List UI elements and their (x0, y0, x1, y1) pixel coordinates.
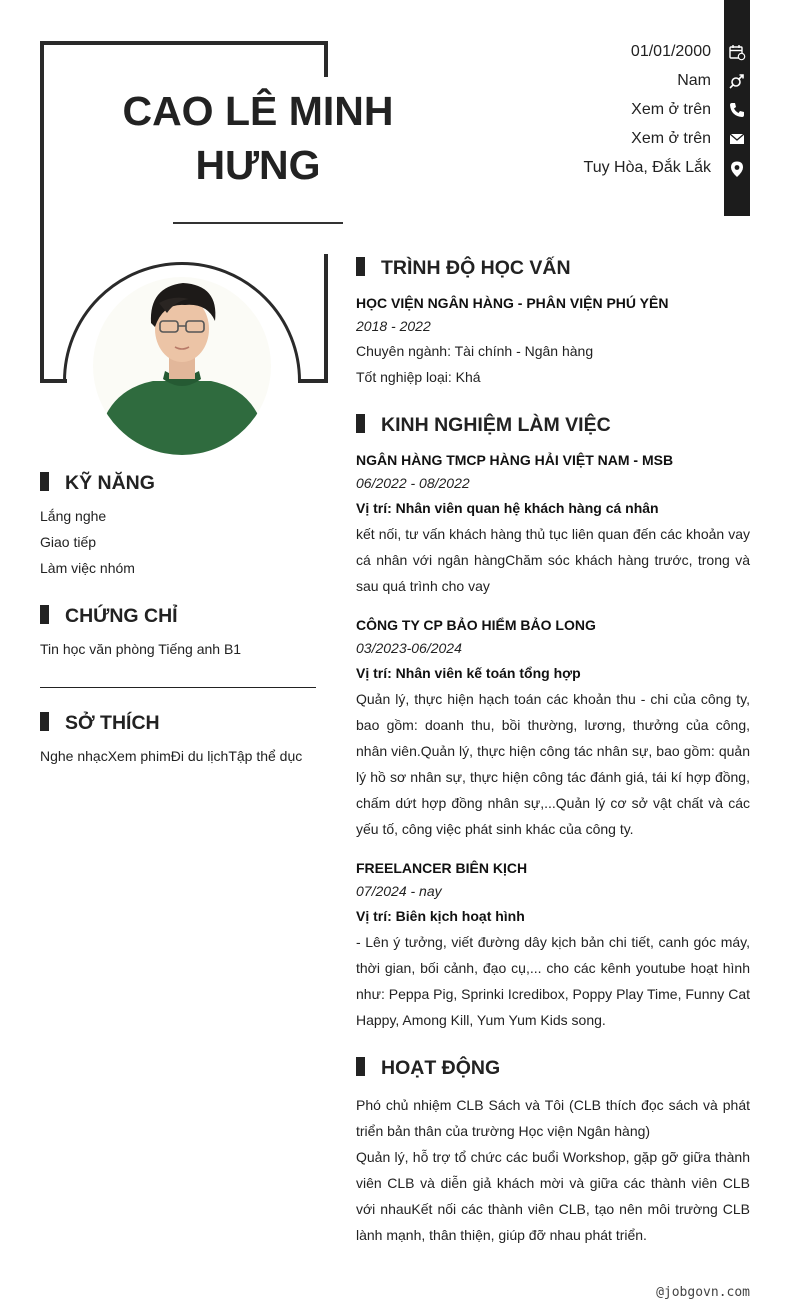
certificates-title: CHỨNG CHỈ (65, 605, 178, 627)
header-frame-right-bottom (324, 254, 328, 383)
job-description: - Lên ý tưởng, viết đường dây kịch bản chi tiết, canh góc máy, thời gian, bối cảnh, đạo cụ,... cho các kênh youtube hoạt hình như: Peppa Pig, Sprinki Icredibox, Poppy Play Time, Funny Cat Happy, Among Kill, Yum Yum Kids song. (356, 934, 750, 1028)
job-period: 07/2024 - nay (356, 883, 442, 899)
contact-dob: 01/01/2000 (630, 43, 711, 60)
phone-icon (728, 101, 746, 119)
heading-marker (356, 1057, 365, 1076)
header-frame-bottom-right (298, 379, 328, 383)
skill-item: Giao tiếp (40, 534, 97, 550)
activities-text-1: Phó chủ nhiệm CLB Sách và Tôi (CLB thích đọc sách và phát triển bản thân của trường Học viện Ngân hàng) (356, 1097, 750, 1139)
hobbies-heading (40, 712, 160, 735)
contact-address: Tuy Hòa, Đắk Lắk (583, 159, 711, 176)
divider (40, 687, 316, 688)
header-frame-bottom-left (40, 379, 67, 383)
skills-title: KỸ NĂNG (65, 472, 155, 494)
gender-icon (728, 72, 746, 90)
job-company: NGÂN HÀNG TMCP HÀNG HẢI VIỆT NAM - MSB (356, 452, 674, 468)
education-heading (356, 257, 571, 280)
heading-marker (356, 414, 365, 433)
certificates-text: Tin học văn phòng Tiếng anh B1 (40, 641, 242, 657)
job-position: Vị trí: Nhân viên kế toán tổng hợp (356, 665, 581, 681)
heading-marker (356, 257, 365, 276)
education-grade: Tốt nghiệp loại: Khá (356, 369, 481, 385)
location-icon (728, 160, 746, 178)
name-line-1: CAO LÊ MINH (122, 88, 394, 134)
name-underline (173, 222, 343, 224)
experience-heading (356, 414, 611, 437)
calendar-icon (728, 43, 746, 61)
avatar (93, 277, 271, 455)
contact-email: Xem ở trên (631, 130, 711, 147)
skill-item: Làm việc nhóm (40, 560, 135, 576)
skills-heading (40, 472, 155, 495)
header-frame-left (40, 41, 44, 383)
hobbies-text: Nghe nhạcXem phimĐi du lịchTập thể dục (40, 748, 303, 764)
job-description: kết nối, tư vấn khách hàng thủ tục liên quan đến các khoản vay cá nhân với ngân hàngChăm sóc khách hàng trước, trong và sau quá trình cho vay (356, 526, 750, 594)
activities-text-2: Quản lý, hỗ trợ tổ chức các buổi Workshop, gặp gỡ giữa thành viên CLB và diễn giả khách mời và giữa các thành viên CLB với nhauKết nối các thành viên CLB, tạo nên môi trường CLB lành mạnh, thân thiện, giúp đỡ nhau phát triển. (356, 1149, 750, 1243)
job-period: 06/2022 - 08/2022 (356, 475, 470, 491)
avatar-portrait (93, 277, 271, 455)
footer-watermark[interactable]: @jobgovn.com (656, 1285, 750, 1300)
header-frame-right-top (324, 41, 328, 77)
education-period: 2018 - 2022 (356, 318, 431, 334)
contact-gender: Nam (677, 72, 711, 89)
job-period: 03/2023-06/2024 (356, 640, 462, 656)
education-title: TRÌNH ĐỘ HỌC VẤN (381, 257, 571, 279)
activities-heading (356, 1057, 500, 1080)
experience-title: KINH NGHIỆM LÀM VIỆC (381, 414, 611, 436)
education-school: HỌC VIỆN NGÂN HÀNG - PHÂN VIỆN PHÚ YÊN (356, 295, 669, 311)
candidate-name (100, 84, 416, 192)
name-line-2: HƯNG (195, 142, 321, 188)
heading-marker (40, 605, 49, 624)
job-description: Quản lý, thực hiện hạch toán các khoản thu - chi của công ty, bao gồm: doanh thu, bồi thường, lương, thưởng của công, nhân viên.Quản lý, thực hiện công tác nhân sự, bao gồm: quản lý hồ sơ nhân sự, thực hiện công tác đánh giá, tái kí hợp đồng, chấm dứt hợp đồng nhân sự,...Quản lý cơ sở vật chất và các yếu tố, công việc phát sinh khác của công ty. (356, 691, 750, 837)
heading-marker (40, 712, 49, 731)
activities-title: HOẠT ĐỘNG (381, 1057, 501, 1079)
job-company: CÔNG TY CP BẢO HIỂM BẢO LONG (356, 617, 596, 633)
contact-phone: Xem ở trên (631, 101, 711, 118)
header-frame-top (40, 41, 328, 45)
skill-item: Lắng nghe (40, 508, 107, 524)
mail-icon (728, 130, 746, 148)
certificates-heading (40, 605, 178, 628)
job-company: FREELANCER BIÊN KỊCH (356, 860, 528, 876)
job-position: Vị trí: Nhân viên quan hệ khách hàng cá nhân (356, 500, 659, 516)
hobbies-title: SỞ THÍCH (65, 712, 160, 734)
education-major: Chuyên ngành: Tài chính - Ngân hàng (356, 343, 594, 359)
job-position: Vị trí: Biên kịch hoạt hình (356, 908, 525, 924)
heading-marker (40, 472, 49, 491)
